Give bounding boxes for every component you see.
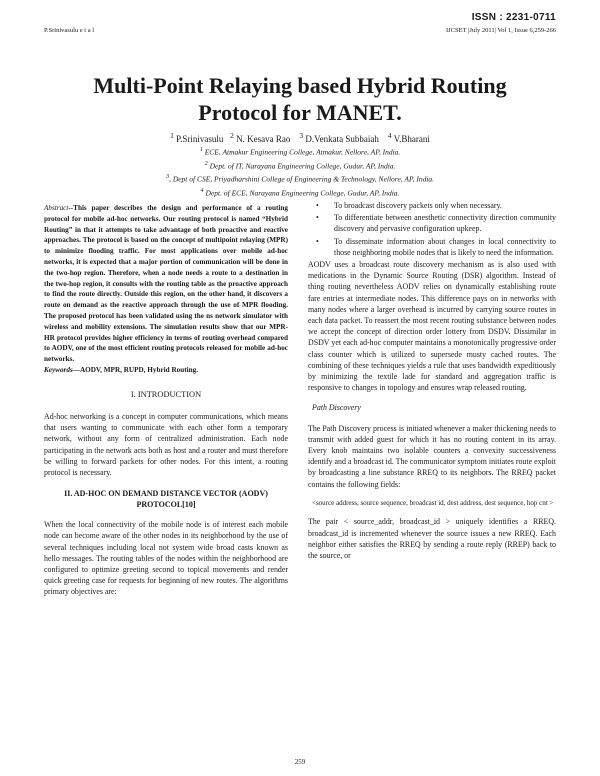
affiliation-3 — [40, 171, 560, 185]
author-3-sup: 3 — [299, 131, 304, 140]
section-1-heading: I. INTRODUCTION — [130, 389, 202, 399]
list-item — [308, 200, 556, 211]
paper-title — [40, 72, 560, 126]
right-column — [308, 200, 556, 561]
affiliation-1-sup: 1 — [199, 146, 203, 153]
affiliation-2-sup: 2 — [204, 159, 208, 167]
section-2-heading — [44, 488, 288, 510]
author-list — [40, 131, 560, 144]
path-discovery-paragraph: The Path Discovery process is initiated whenever a maker thickening needs to transmit with added guest for which it has no routing content in its array. Every knob maintains two isolable counters a convexity successiveness identify and a broadcast id. The communicator symptom initiates route exploit by broadcasting a line substance RREQ to its neighbors. The RREQ packet contains the following fields: — [308, 423, 556, 489]
list-item-text: To broadcast discovery packets only when necessary. — [334, 201, 502, 210]
list-item — [308, 212, 556, 234]
issn-label: ISSN : 2231-0711 — [471, 12, 556, 23]
path-discovery-subheading: Path Discovery — [312, 403, 361, 413]
affiliation-1 — [40, 144, 560, 158]
keywords-text: —AODV, MPR, RUPD, Hybrid Routing. — [72, 365, 199, 374]
affiliation-3-sup: 3 — [165, 173, 170, 180]
title-line-1: Multi-Point Relaying based Hybrid Routing — [93, 73, 507, 98]
running-header-authors: P.Srinivasulu e t a l — [44, 27, 95, 34]
keywords — [44, 365, 288, 376]
affiliation-3-text: , Dept of CSE, Priyadharshini College of Engineering & Technology, Nellore, AP, India. — [169, 174, 435, 184]
rreq-pair-paragraph: The pair < source_addr, broadcast_id > uniquely identifies a RREQ. broadcast_id is incremented whenever the source issues a new RREQ. Each neighbor either satisfies the RREQ by sending a route reply (RREP) back to the source, or — [308, 517, 556, 560]
page-number: 259 — [294, 758, 306, 766]
author-2: N. Kesava Rao — [236, 134, 291, 144]
affiliation-1-text: ECE, Atmakur Engineering College, Atmakur, Nellore, AP, India. — [204, 147, 401, 157]
section-1-paragraph: Ad-hoc networking is a concept in computer communications, which means that users wanting to communicate with each other form a temporary network, without any form of centralized administration. Each node participating in the network acts both as host and a router and must therefore be willing to forward packets for other nodes. For this intent, a routing protocol is necessary. — [44, 411, 288, 477]
bullet-icon: • — [316, 201, 319, 210]
author-4: V.Bharani — [393, 134, 430, 144]
author-1-sup: 1 — [170, 131, 174, 140]
affiliation-2-text: Dept. of IT, Narayana Engineering College, Gudur, AP, India. — [209, 161, 396, 170]
running-header-journal: IJCSET |July 2011| Vol 1, Issue 6,259-266 — [446, 27, 556, 34]
list-item-text: To disseminate information about changes in local connectivity to those neighboring mobile nodes that is likely to need the information. — [334, 236, 556, 257]
bullet-icon: • — [316, 213, 319, 223]
rreq-fields: <source address, source sequence, broadcast id, dest address, dest sequence, hop cnt > — [312, 498, 554, 507]
abstract-label: Abstract — [44, 204, 69, 212]
affiliations — [40, 144, 560, 198]
section-2-heading-line-2: PROTOCOL[10] — [136, 500, 196, 510]
list-item-text: To differentiate between anesthetic connectivity direction community discovery and pervasive configuration upkeep. — [334, 213, 556, 234]
title-line-2: Protocol for MANET. — [198, 100, 402, 125]
section-2-heading-line-1: II. AD-HOC ON DEMAND DISTANCE VECTOR (AODV) — [64, 489, 268, 499]
affiliation-4-text: Dept. of ECE, Narayana Engineering College, Gudur, AP, India. — [205, 188, 400, 197]
author-2-sup: 2 — [230, 131, 234, 140]
abstract — [44, 203, 288, 365]
author-3: D.Venkata Subbaiah — [305, 134, 379, 144]
abstract-text: --This paper describes the design and performance of a routing protocol for mobile ad-hoc networks. Our routing protocol is named “Hybrid Routing” in that it attempts to take advantage of both proactive and reactive approaches. The protocol is based on the concept of multipoint relaying (MPR) to minimize flooding traffic. For most applications over mobile ad-hoc networks, it is expected that a major portion of communication will be done in the two-hop region. Therefore, when a node needs a route to a destination in the two-hop region, it consults with the routing table as the proactive approach to find the route directly. Outside this region, on the other hand, it discovers a route on demand as the reactive approach through the use of MPR flooding. The proposed protocol has been validated using the ns network simulator with wireless and mobility extensions. The simulation results show that our MPR-HR protocol provides higher efficiency in terms of routing overhead compared to AODV, one of the most efficient routing protocols released for mobile ad-hoc networks. — [44, 204, 288, 364]
affiliation-2 — [40, 158, 560, 172]
affiliation-4 — [40, 185, 560, 199]
affiliation-4-sup: 4 — [200, 186, 204, 194]
list-item — [308, 236, 556, 258]
author-1: P.Srinivasulu — [176, 134, 224, 144]
bullet-icon: • — [316, 236, 319, 246]
left-column — [44, 203, 288, 598]
section-2-paragraph: When the local connectivity of the mobile node is of interest each mobile node can become aware of the other nodes in its neighborhood by the use of several techniques including local not system wide broad casts known as hello messages. The routing tables of the nodes within the neighborhood are configured to optimize greeting second to topical movements and render quick greeting case for requests for beginning of new routes. The algorithms primary objectives are: — [44, 520, 288, 597]
keywords-label: Keywords — [44, 365, 73, 374]
objectives-list — [308, 200, 556, 258]
aodv-paragraph: AODV uses a broadcast route discovery mechanism as is also used with medications in the Dynamic Source Routing (DSR) algorithm. Instead of thing routing nevertheless AODV relies on dynamically establishing route fare entries at intermediate nodes. This difference pays on in networks with many nodes where a larger overhead is incurred by carrying source routes in each data packet. To reassert the most recent routing substance between nodes we accept the concept of direction order lottery from DSDV. Dissimilar in DSDV yet each ad-hoc computer maintains a monotonically progressive order class counter which is utilized to supersede musty cached routes. The combining of these techniques yields a rule that uses bandwidth expeditiously by minimizing the textile lade for standard and aggregation traffic is responsive to changes in topology and ensures wrap released routing. — [308, 260, 556, 393]
author-4-sup: 4 — [387, 131, 392, 140]
